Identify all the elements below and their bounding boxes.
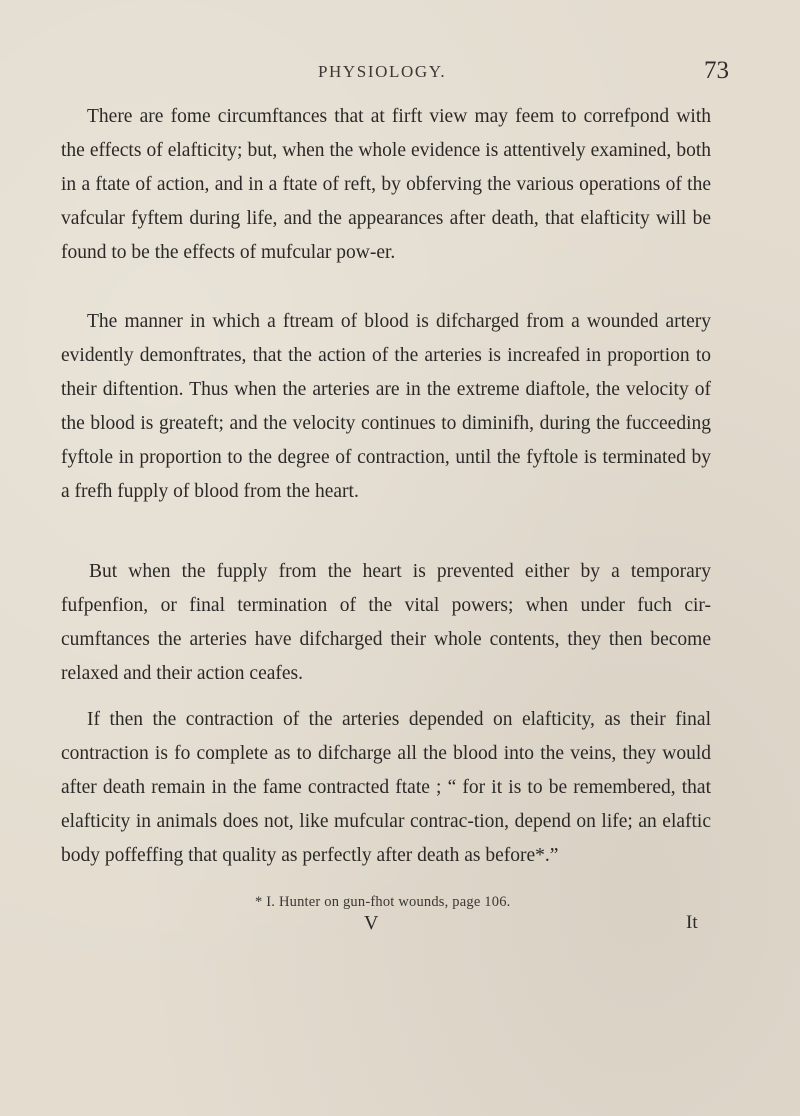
- page-number: 73: [704, 57, 729, 84]
- signature-mark: V: [364, 912, 379, 934]
- running-head: [0, 52, 800, 92]
- catchword: It: [686, 912, 698, 933]
- running-title: PHYSIOLOGY.: [318, 62, 447, 81]
- paragraph-2: The manner in which a ftream of blood is difcharged from a wounded artery evidently demonftrates, that the action of the arteries is increafed in proportion to their diftention. Thus when the arteries are in the extreme diaftole, the velocity of the blood is greateft; and the velocity continues to diminifh, during the fucceeding fyftole in proportion to the degree of contraction, until the fyftole is terminated by a frefh fupply of blood from the heart.: [61, 311, 711, 502]
- paragraph-4: If then the contraction of the arteries depended on elafticity, as their final contraction is fo complete as to difcharge all the blood into the veins, they would after death remain in the fame contracted ftate ; “ for it is to be remembered, that elafticity in animals does not, like mufcular contrac-tion, depend on life; an elaftic body poffeffing that quality as perfectly after death as before*.”: [61, 709, 711, 866]
- footnote: * I. Hunter on gun-fhot wounds, page 106.: [255, 894, 511, 910]
- paragraph-3: But when the fupply from the heart is prevented either by a temporary fufpenfion, or final termination of the vital powers; when under fuch cir-cumftances the arteries have difcharged their whole contents, they then become relaxed and their action ceafes.: [61, 561, 711, 684]
- paragraph-1: There are fome circumftances that at firft view may feem to correfpond with the effects of elafticity; but, when the whole evidence is attentively examined, both in a ftate of action, and in a ftate of reft, by obferving the various operations of the vafcular fyftem during life, and the appearances after death, that elafticity will be found to be the effects of mufcular pow-er.: [61, 106, 711, 263]
